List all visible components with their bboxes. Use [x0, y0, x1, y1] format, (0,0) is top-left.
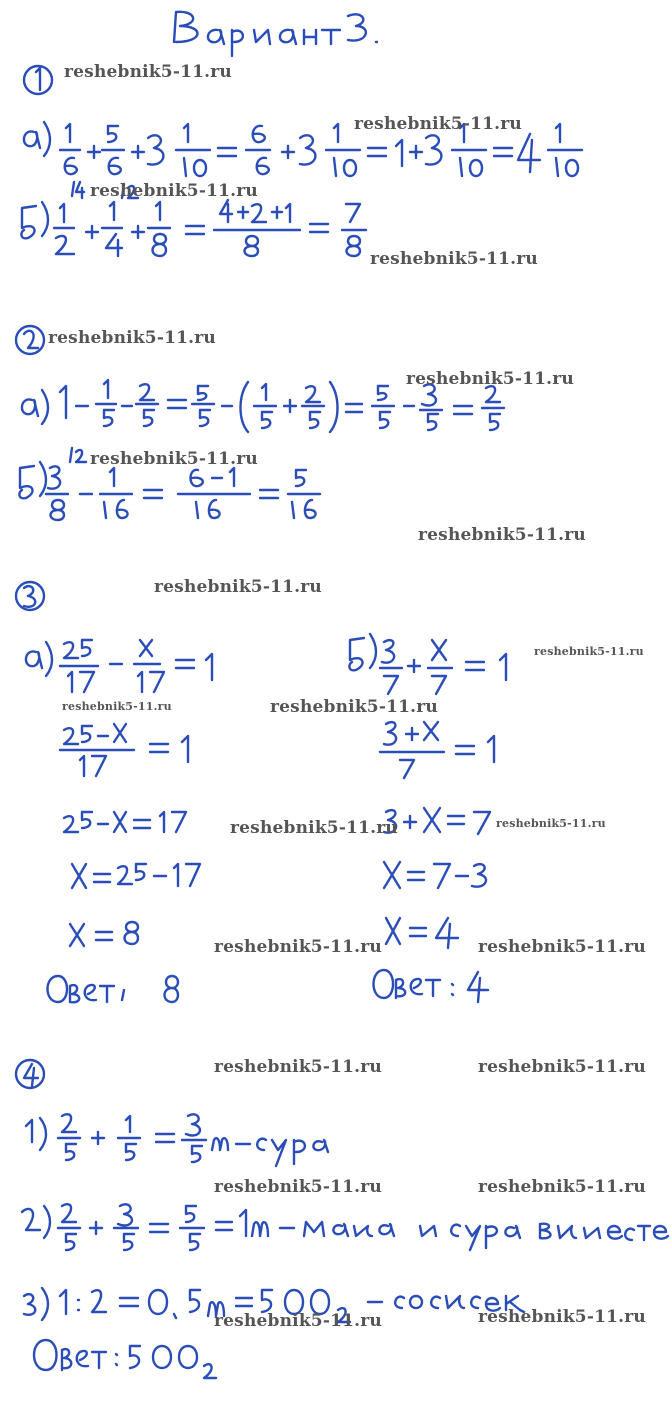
watermark: reshebnik5-11.ru: [214, 937, 382, 957]
watermark: reshebnik5-11.ru: [62, 700, 172, 713]
watermark: reshebnik5-11.ru: [214, 1177, 382, 1197]
watermark: reshebnik5-11.ru: [214, 1057, 382, 1077]
watermark: reshebnik5-11.ru: [64, 62, 232, 82]
watermark: reshebnik5-11.ru: [534, 645, 644, 658]
task-2-handwriting: [16, 326, 504, 520]
watermark: reshebnik5-11.ru: [406, 369, 574, 389]
watermark: reshebnik5-11.ru: [478, 1177, 646, 1197]
watermark: reshebnik5-11.ru: [154, 577, 322, 597]
watermark: reshebnik5-11.ru: [478, 1307, 646, 1327]
watermark: reshebnik5-11.ru: [270, 697, 438, 717]
handwritten-title: [174, 12, 377, 56]
watermark: reshebnik5-11.ru: [354, 114, 522, 134]
watermark: reshebnik5-11.ru: [214, 1311, 382, 1331]
task-1-handwriting: [21, 66, 582, 256]
watermark: reshebnik5-11.ru: [418, 525, 586, 545]
watermark: reshebnik5-11.ru: [90, 181, 258, 201]
watermark: reshebnik5-11.ru: [90, 449, 258, 469]
watermark: reshebnik5-11.ru: [478, 1057, 646, 1077]
watermark: reshebnik5-11.ru: [478, 937, 646, 957]
watermark: reshebnik5-11.ru: [496, 817, 606, 830]
watermark: reshebnik5-11.ru: [230, 818, 398, 838]
watermark: reshebnik5-11.ru: [370, 249, 538, 269]
watermark: reshebnik5-11.ru: [48, 328, 216, 348]
